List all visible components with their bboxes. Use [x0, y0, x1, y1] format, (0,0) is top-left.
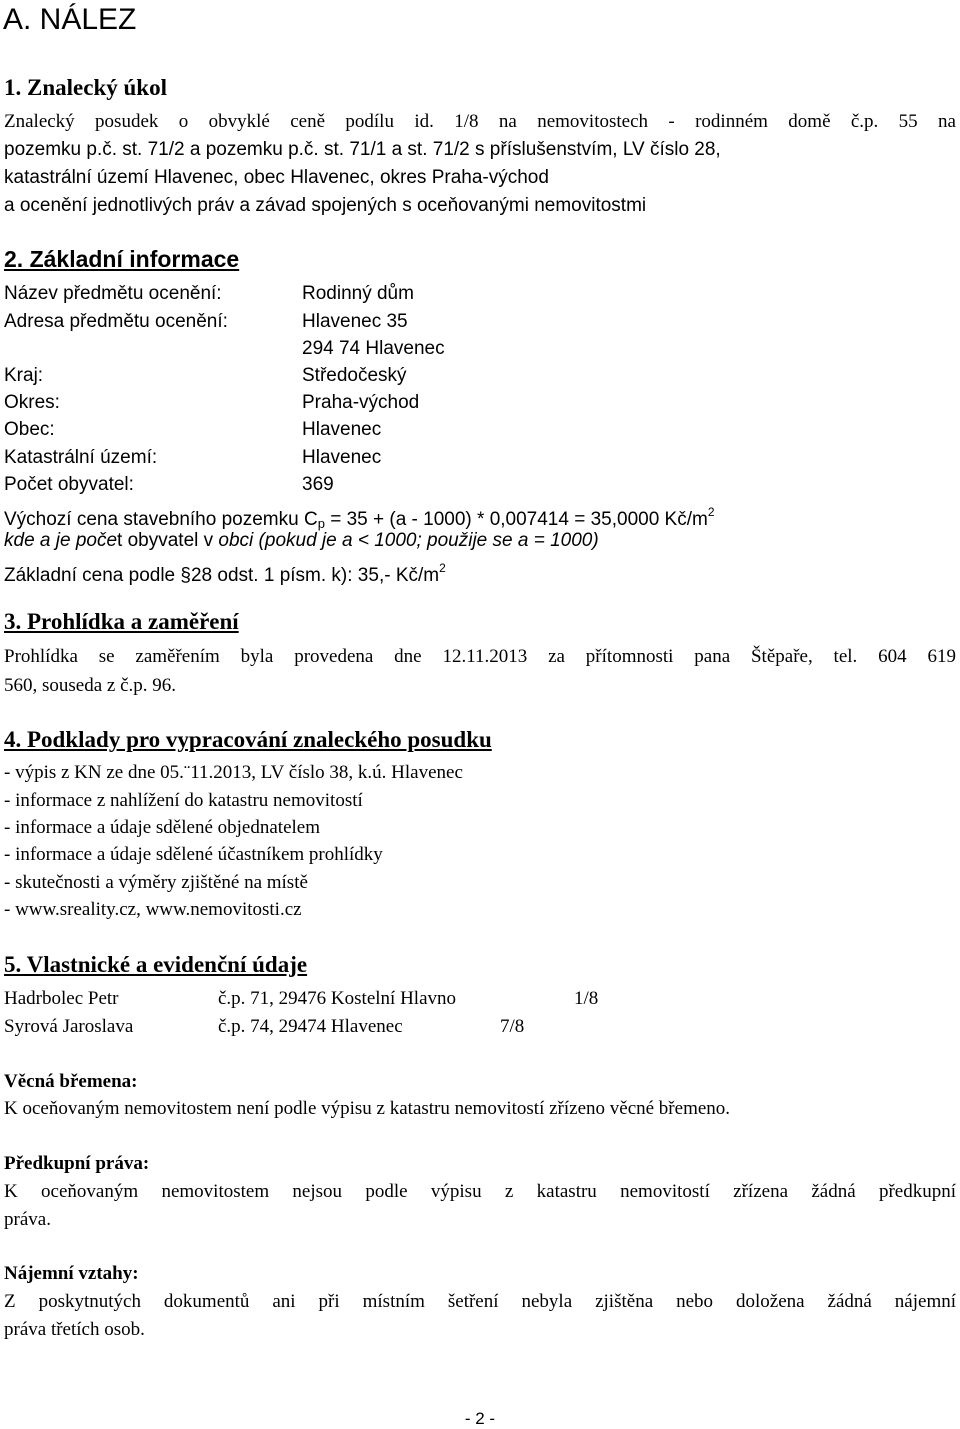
s3-line-2: 560, souseda z č.p. 96.	[4, 675, 177, 696]
leases-text-2: práva třetích osob.	[4, 1319, 145, 1340]
source-item: - výpis z KN ze dne 05.¨11.2013, LV číslo 38, k.ú. Hlavenec	[4, 762, 463, 783]
info-value-address-2: 294 74 Hlavenec	[302, 338, 445, 359]
source-item: - informace a údaje sdělené objednatelem	[4, 817, 320, 838]
s1-line-1: Znalecký posudek o obvyklé ceně podílu id. 1/8 na nemovitostech - rodinném domě č.p. 55 na	[4, 111, 956, 132]
owner-name: Hadrbolec Petr	[4, 988, 119, 1009]
s3-line-1: Prohlídka se zaměřením byla provedena dne 12.11.2013 za přítomnosti pana Štěpaře, tel. 604 619	[4, 646, 956, 667]
formula-note: kde a je počet obyvatel v obci (pokud je a < 1000; použije se a = 1000)	[4, 530, 599, 551]
info-value-cadastral: Hlavenec	[302, 447, 382, 468]
source-item: - www.sreality.cz, www.nemovitosti.cz	[4, 899, 302, 920]
section-2-heading: 2. Základní informace	[4, 246, 240, 272]
info-value-region: Středočeský	[302, 365, 407, 386]
preemption-text-1: K oceňovaným nemovitostem nejsou podle výpisu z katastru nemovitostí zřízena žádná předkupní	[4, 1181, 956, 1202]
info-value-address: Hlavenec 35	[302, 311, 408, 332]
base-price-line	[4, 556, 446, 588]
easements-heading: Věcná břemena:	[4, 1071, 138, 1092]
info-label-region: Kraj:	[4, 365, 44, 386]
easements-text: K oceňovaným nemovitostem není podle výpisu z katastru nemovitostí zřízeno věcné břemeno.	[4, 1098, 731, 1119]
info-label-municipality: Obec:	[4, 419, 55, 440]
formula-text: Výchozí cena stavebního pozemku C	[4, 509, 318, 530]
source-item: - skutečnosti a výměry zjištěné na místě	[4, 872, 308, 893]
s1-line-3: katastrální území Hlavenec, obec Hlavenec, okres Praha-východ	[4, 167, 549, 188]
owner-address: č.p. 71, 29476 Kostelní Hlavno	[218, 988, 457, 1009]
s1-line-4: a ocenění jednotlivých práv a závad spojených s oceňovanými nemovitostmi	[4, 195, 647, 216]
base-price-superscript: 2	[439, 561, 446, 575]
preemption-text-2: práva.	[4, 1209, 51, 1230]
base-price-text: Základní cena podle §28 odst. 1 písm. k): 35,- Kč/m	[4, 565, 440, 586]
formula-subscript: p	[317, 516, 325, 531]
section-5-heading: 5. Vlastnické a evidenční údaje	[4, 952, 308, 977]
owner-address: č.p. 74, 29474 Hlavenec	[218, 1016, 403, 1037]
owner-name: Syrová Jaroslava	[4, 1016, 134, 1037]
info-label-cadastral: Katastrální území:	[4, 447, 158, 468]
s1-line-2: pozemku p.č. st. 71/2 a pozemku p.č. st. 71/1 a st. 71/2 s příslušenstvím, LV číslo 28,	[4, 139, 721, 160]
preemption-heading: Předkupní práva:	[4, 1153, 150, 1174]
info-value-population: 369	[302, 474, 334, 495]
info-label-population: Počet obyvatel:	[4, 474, 134, 495]
info-label-district: Okres:	[4, 392, 60, 413]
leases-heading: Nájemní vztahy:	[4, 1263, 139, 1284]
section-3-heading: 3. Prohlídka a zaměření	[4, 609, 239, 634]
info-value-municipality: Hlavenec	[302, 419, 382, 440]
document-title: A. NÁLEZ	[3, 3, 137, 36]
info-label-name: Název předmětu ocenění:	[4, 283, 222, 304]
page-number: - 2 -	[464, 1409, 496, 1428]
owner-share: 7/8	[500, 1016, 525, 1037]
info-value-district: Praha-východ	[302, 392, 420, 413]
formula-superscript: 2	[707, 505, 715, 519]
source-item: - informace z nahlížení do katastru nemovitostí	[4, 790, 363, 811]
section-1-heading: 1. Znalecký úkol	[4, 75, 167, 100]
leases-text-1: Z poskytnutých dokumentů ani při místním šetření nebyla zjištěna nebo doložena žádná nájemní	[4, 1291, 956, 1312]
source-item: - informace a údaje sdělené účastníkem prohlídky	[4, 844, 383, 865]
info-label-address: Adresa předmětu ocenění:	[4, 311, 228, 332]
info-value-name: Rodinný dům	[302, 283, 414, 304]
owner-share: 1/8	[574, 988, 599, 1009]
formula-expression: = 35 + (a - 1000) * 0,007414 = 35,0000 Kč/m	[324, 509, 708, 530]
section-4-heading: 4. Podklady pro vypracování znaleckého posudku	[4, 727, 492, 752]
